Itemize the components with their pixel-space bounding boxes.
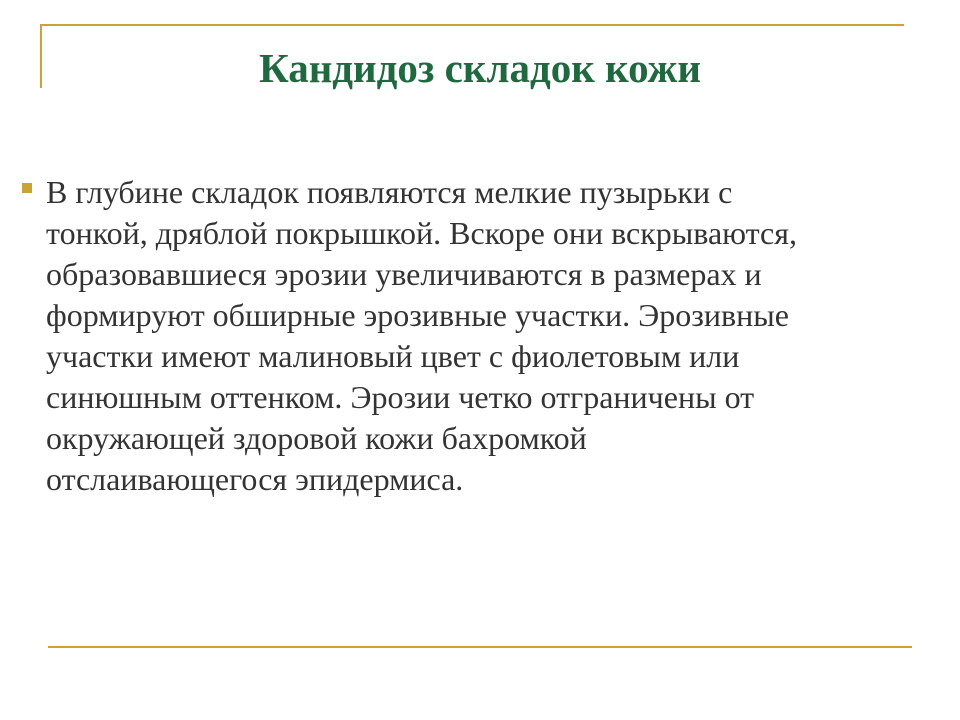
paragraph-line: участки имеют малиновый цвет с фиолетовым или xyxy=(46,338,740,374)
slide-title: Кандидоз складок кожи xyxy=(259,45,701,91)
paragraph-line: синюшным оттенком. Эрозии четко отграничены от xyxy=(46,379,755,415)
frame-top-line xyxy=(40,24,904,26)
paragraph-line: отслаивающегося эпидермиса. xyxy=(46,461,464,497)
bullet-paragraph xyxy=(46,172,926,500)
paragraph-line: тонкой, дряблой покрышкой. Вскоре они вскрываются, xyxy=(46,215,797,251)
paragraph-line: В глубине складок появляются мелкие пузырьки с xyxy=(46,174,733,210)
paragraph-line: окружающей здоровой кожи бахромкой xyxy=(46,420,587,456)
frame-bottom-line xyxy=(48,646,912,648)
paragraph-line: образовавшиеся эрозии увеличиваются в размерах и xyxy=(46,256,762,292)
paragraph-line: формируют обширные эрозивные участки. Эрозивные xyxy=(46,297,789,333)
square-bullet-icon xyxy=(22,183,32,193)
